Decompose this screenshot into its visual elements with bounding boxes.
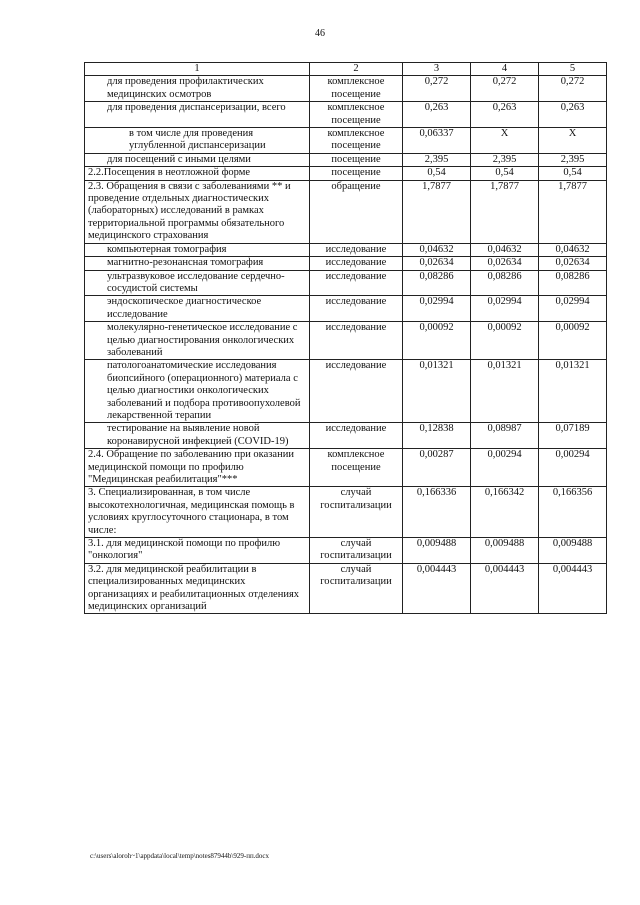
- value-cell-col3: 0,02634: [403, 257, 471, 270]
- value-cell-col5: 0,00092: [539, 322, 607, 360]
- value-cell-col4: 0,08286: [471, 270, 539, 296]
- row-label-cell: для проведения профилактических медицинских осмотров: [85, 76, 310, 102]
- row-label-cell: тестирование на выявление новой коронавирусной инфекцией (COVID-19): [85, 423, 310, 449]
- value-cell-col5: 1,7877: [539, 180, 607, 243]
- table-row: [85, 563, 607, 614]
- unit-cell: исследование: [310, 296, 403, 322]
- unit-cell: комплексное посещение: [310, 102, 403, 128]
- table-row: [85, 243, 607, 256]
- header-cell: 3: [403, 63, 471, 76]
- value-cell-col3: 0,02994: [403, 296, 471, 322]
- row-label-cell: 3. Специализированная, в том числе высокотехнологичная, медицинская помощь в условиях круглосуточного стационара, в том числе:: [85, 487, 310, 538]
- value-cell-col5: Х: [539, 128, 607, 154]
- unit-cell: посещение: [310, 167, 403, 180]
- unit-cell: посещение: [310, 153, 403, 166]
- unit-cell: исследование: [310, 423, 403, 449]
- value-cell-col4: 0,02994: [471, 296, 539, 322]
- row-label-cell: 2.4. Обращение по заболеванию при оказании медицинской помощи по профилю "Медицинская реабилитация"***: [85, 449, 310, 487]
- value-cell-col3: 0,08286: [403, 270, 471, 296]
- table-row: [85, 449, 607, 487]
- row-label-cell: патологоанатомические исследования биопсийного (операционного) материала с целью диагностики онкологических заболеваний и подбора противоопухолевой лекарственной терапии: [85, 360, 310, 423]
- value-cell-col5: 0,02994: [539, 296, 607, 322]
- page-number: 46: [315, 28, 325, 39]
- table-row: [85, 487, 607, 538]
- row-label-cell: для проведения диспансеризации, всего: [85, 102, 310, 128]
- header-cell: 4: [471, 63, 539, 76]
- value-cell-col4: 0,004443: [471, 563, 539, 614]
- value-cell-col4: 0,166342: [471, 487, 539, 538]
- table-row: [85, 257, 607, 270]
- table-row: [85, 538, 607, 564]
- value-cell-col4: 0,08987: [471, 423, 539, 449]
- value-cell-col5: 0,01321: [539, 360, 607, 423]
- value-cell-col4: Х: [471, 128, 539, 154]
- value-cell-col4: 0,00294: [471, 449, 539, 487]
- unit-cell: исследование: [310, 270, 403, 296]
- value-cell-col5: 0,08286: [539, 270, 607, 296]
- unit-cell: случай госпитализации: [310, 538, 403, 564]
- unit-cell: комплексное посещение: [310, 449, 403, 487]
- value-cell-col4: 0,272: [471, 76, 539, 102]
- unit-cell: исследование: [310, 243, 403, 256]
- value-cell-col5: 0,54: [539, 167, 607, 180]
- row-label-cell: 2.2.Посещения в неотложной форме: [85, 167, 310, 180]
- unit-cell: исследование: [310, 360, 403, 423]
- value-cell-col4: 0,04632: [471, 243, 539, 256]
- value-cell-col5: 0,04632: [539, 243, 607, 256]
- value-cell-col3: 0,01321: [403, 360, 471, 423]
- unit-cell: случай госпитализации: [310, 563, 403, 614]
- table-row: [85, 296, 607, 322]
- value-cell-col4: 0,00092: [471, 322, 539, 360]
- value-cell-col5: 0,004443: [539, 563, 607, 614]
- value-cell-col3: 0,00287: [403, 449, 471, 487]
- value-cell-col5: 0,02634: [539, 257, 607, 270]
- value-cell-col5: 0,166356: [539, 487, 607, 538]
- value-cell-col4: 0,263: [471, 102, 539, 128]
- row-label-cell: магнитно-резонансная томография: [85, 257, 310, 270]
- value-cell-col5: 0,263: [539, 102, 607, 128]
- table-row: [85, 167, 607, 180]
- row-label-cell: 3.2. для медицинской реабилитации в специализированных медицинских организациях и реабилитационных отделениях медицинских организаций: [85, 563, 310, 614]
- table-row: [85, 153, 607, 166]
- value-cell-col5: 0,009488: [539, 538, 607, 564]
- row-label-cell: 2.3. Обращения в связи с заболеваниями ** и проведение отдельных диагностических (лабораторных) исследований в рамках территориальной программы обязательного медицинского страхования: [85, 180, 310, 243]
- unit-cell: исследование: [310, 322, 403, 360]
- value-cell-col5: 0,272: [539, 76, 607, 102]
- value-cell-col3: 0,166336: [403, 487, 471, 538]
- table-row: [85, 423, 607, 449]
- row-label-cell: ультразвуковое исследование сердечно-сосудистой системы: [85, 270, 310, 296]
- value-cell-col4: 0,009488: [471, 538, 539, 564]
- unit-cell: комплексное посещение: [310, 128, 403, 154]
- unit-cell: исследование: [310, 257, 403, 270]
- unit-cell: случай госпитализации: [310, 487, 403, 538]
- value-cell-col4: 0,54: [471, 167, 539, 180]
- value-cell-col5: 2,395: [539, 153, 607, 166]
- value-cell-col3: 0,04632: [403, 243, 471, 256]
- header-cell: 5: [539, 63, 607, 76]
- value-cell-col3: 0,12838: [403, 423, 471, 449]
- table-header-row: [85, 63, 607, 76]
- table-row: [85, 322, 607, 360]
- value-cell-col3: 0,54: [403, 167, 471, 180]
- value-cell-col3: 0,06337: [403, 128, 471, 154]
- value-cell-col3: 0,004443: [403, 563, 471, 614]
- row-label-cell: молекулярно-генетическое исследование с целью диагностирования онкологических заболеваний: [85, 322, 310, 360]
- value-cell-col4: 0,01321: [471, 360, 539, 423]
- unit-cell: комплексное посещение: [310, 76, 403, 102]
- unit-cell: обращение: [310, 180, 403, 243]
- file-path-footer: c:\users\aloroh~1\appdata\local\temp\notes87944b\929-пп.docx: [90, 852, 270, 860]
- table-row: [85, 360, 607, 423]
- row-label-cell: компьютерная томография: [85, 243, 310, 256]
- data-table: [84, 62, 607, 614]
- table-row: [85, 180, 607, 243]
- row-label-cell: в том числе для проведения углубленной диспансеризации: [85, 128, 310, 154]
- header-cell: 1: [85, 63, 310, 76]
- value-cell-col3: 0,009488: [403, 538, 471, 564]
- value-cell-col3: 1,7877: [403, 180, 471, 243]
- table-row: [85, 102, 607, 128]
- value-cell-col3: 0,263: [403, 102, 471, 128]
- value-cell-col4: 2,395: [471, 153, 539, 166]
- header-cell: 2: [310, 63, 403, 76]
- table-row: [85, 76, 607, 102]
- value-cell-col3: 0,00092: [403, 322, 471, 360]
- row-label-cell: для посещений с иными целями: [85, 153, 310, 166]
- value-cell-col4: 0,02634: [471, 257, 539, 270]
- value-cell-col5: 0,00294: [539, 449, 607, 487]
- value-cell-col4: 1,7877: [471, 180, 539, 243]
- table-row: [85, 128, 607, 154]
- value-cell-col3: 2,395: [403, 153, 471, 166]
- value-cell-col3: 0,272: [403, 76, 471, 102]
- row-label-cell: эндоскопическое диагностическое исследование: [85, 296, 310, 322]
- value-cell-col5: 0,07189: [539, 423, 607, 449]
- table-row: [85, 270, 607, 296]
- row-label-cell: 3.1. для медицинской помощи по профилю "онкология": [85, 538, 310, 564]
